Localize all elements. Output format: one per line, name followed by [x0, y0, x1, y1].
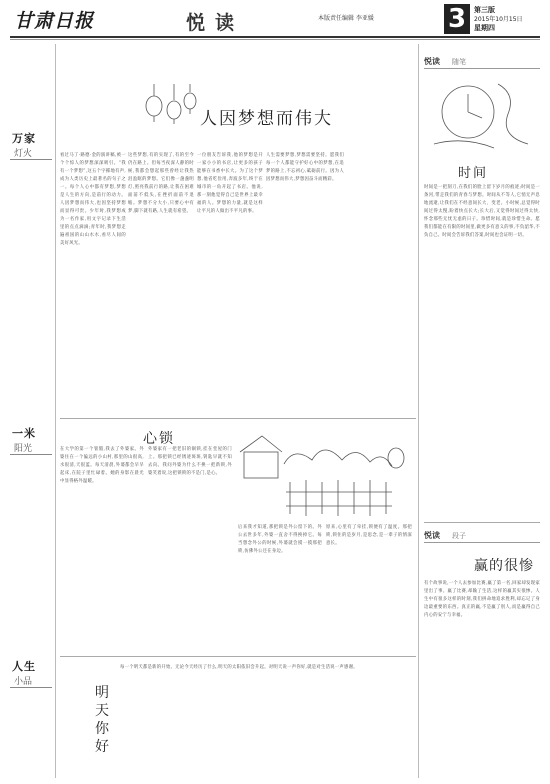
tag-sub-essay: 随笔	[452, 58, 466, 66]
section-divider-2	[60, 656, 416, 657]
section-divider-1	[60, 418, 416, 419]
tag-label-joke: 悦读	[424, 531, 440, 540]
article-title-time: 时间	[458, 166, 489, 181]
header-rule	[10, 36, 540, 38]
page-number: 3	[444, 4, 470, 34]
tag-underline-essay	[424, 68, 540, 69]
rail-title-1: 万家	[12, 132, 36, 145]
article-dream-col-4: 人生需要梦想,梦想需要坚持。愿我们每一个人都能守护好心中的梦想,在追梦的路上,不忘初心,砥砺前行。因为人因梦想而伟大,梦想因奋斗而精彩。	[266, 153, 344, 182]
rail-title-2: 一米	[12, 427, 36, 440]
rail-divider-3	[10, 687, 52, 688]
edition-info	[474, 6, 538, 33]
rail-title-3: 人生	[12, 660, 36, 673]
article-heartlock-col-2: 外婆家有一把老旧的铜锁,挂在堂屋的门上。那把锁已经锈迹斑斑,钥匙早就不知去向。我问外婆为什么不换一把新锁,外婆笑着说,这把锁锁的不是门,是心。	[148, 447, 232, 476]
section-divider-right	[424, 522, 540, 523]
header-rule-thin	[10, 39, 540, 40]
editor-credits: 本版责任编辑 李亚媛	[318, 15, 374, 22]
fence-illustration	[236, 422, 412, 520]
rail-divider-2	[10, 454, 52, 455]
clock-illustration	[428, 74, 538, 154]
tag-sub-joke: 段子	[452, 532, 466, 540]
lantern-illustration	[144, 82, 200, 140]
article-heartlock-col-1: 在大学的第一个暑假,我去了外婆家。外婆住在一个偏远的小山村,那里的山很高,水很清,天很蓝。每天清晨,外婆都会早早起床,在院子里忙碌着。她的身影在晨光中显得格外温暖。	[60, 447, 144, 484]
rail-sub-1: 灯火	[14, 149, 33, 159]
rail-sub-2: 阳光	[14, 444, 33, 454]
rail-separator	[55, 44, 56, 778]
article-dream-col-3: 一位朋友告诉我,他的梦想是开一家小小的书店,让更多的孩子能够在书香中长大。为了这个梦想,他省吃俭用,奔波多年,终于在城市的一角开起了书店。他说,那一刻他觉得自己是世界上最幸福的人。梦想的力量,就是这样让平凡的人做出不平凡的事。	[197, 153, 263, 214]
article-title-win: 赢的很惨	[474, 558, 534, 574]
tag-label-essay: 悦读	[424, 57, 440, 66]
weekday: 星期四	[474, 24, 495, 32]
section-title: 悦读	[186, 12, 245, 34]
tag-underline-joke	[424, 542, 540, 543]
masthead-logo: 甘肃日报	[14, 10, 95, 32]
article-title-heartlock: 心锁	[143, 431, 175, 447]
article-win-body: 有个故事说,一个人去参加比赛,赢了第一名,回家却发现家里出了事。赢了比赛,却输了生活,这样的赢其实很惨。人生中有很多这样的时刻,我们拼命地追求胜利,却忘记了身边最重要的东西。真正的赢,不是赢了别人,而是赢得自己内心的安宁与幸福。	[424, 581, 540, 618]
article-heartlock-col-4: 原来,心里有了牵挂,锁便有了温度。那把锁,锁住的是岁月,是思念,是一辈子的情深意长。	[326, 525, 412, 546]
article-time-body: 时间是一把刻刀,在我们的脸上留下岁月的痕迹;时间是一条河,带走我们的青春与梦想。时间从不等人,它悄无声息地流逝,让我们在不经意间长大、变老。小时候,总觉得时间过得太慢,盼着快点长大;长大后,又觉得时间过得太快,怀念那些无忧无虑的日子。珍惜时间,就是珍惜生命。愿我们都能在有限的时间里,做更多有意义的事,不负韶华,不负自己。时间会告诉我们答案,时间也会证明一切。	[424, 185, 540, 238]
article-heartlock-col-3: 后来我才知道,那把锁是外公留下的。外公去世多年,外婆一直舍不得换掉它。每当想念外公的时候,外婆就会摸一摸那把锁,仿佛外公还在身边。	[238, 525, 322, 554]
rail-divider-1	[10, 159, 52, 160]
edition-label: 第三版	[474, 6, 495, 14]
article-title-dream: 人因梦想而伟大	[200, 109, 333, 129]
column-separator-right	[418, 44, 419, 778]
article-tomorrow-body: 每一个明天都是新的开始。无论今天经历了什么,明天的太阳依旧会升起。对明天说一声你好,就是对生活说一声感谢。	[120, 665, 358, 670]
article-dream-col-1: 看过马丁·路德·金的演讲稿,被一个个惊人的梦想深深吸引。“我有一个梦想”,这五个字掷地有声,成为人类历史上最著名的句子之一。每个人心中都有梦想,梦想是人生的方向,是前行的动力。人因梦想而伟大,也因坚持梦想而显得可贵。少年时,我梦想成为一名作家,用文字记录下生活里的点点滴滴;青年时,我梦想走遍祖国的山山水水,看尽人间的美好风光。	[60, 153, 126, 246]
issue-date: 2015年10月15日	[474, 16, 523, 23]
article-title-tomorrow: 明天你好	[95, 685, 113, 755]
rail-sub-3: 小品	[14, 677, 33, 687]
article-dream-col-2: 这些梦想,有的实现了,有的至今仍在路上。但每当夜深人静的时候,我都会想起那些曾经让我热泪盈眶的梦想。它们像一盏盏明灯,照亮我前行的路,让我在困难面前不低头,在挫折面前不退缩。梦想不分大小,只要心中有梦,脚下就有路,人生就有希望。	[128, 153, 194, 214]
